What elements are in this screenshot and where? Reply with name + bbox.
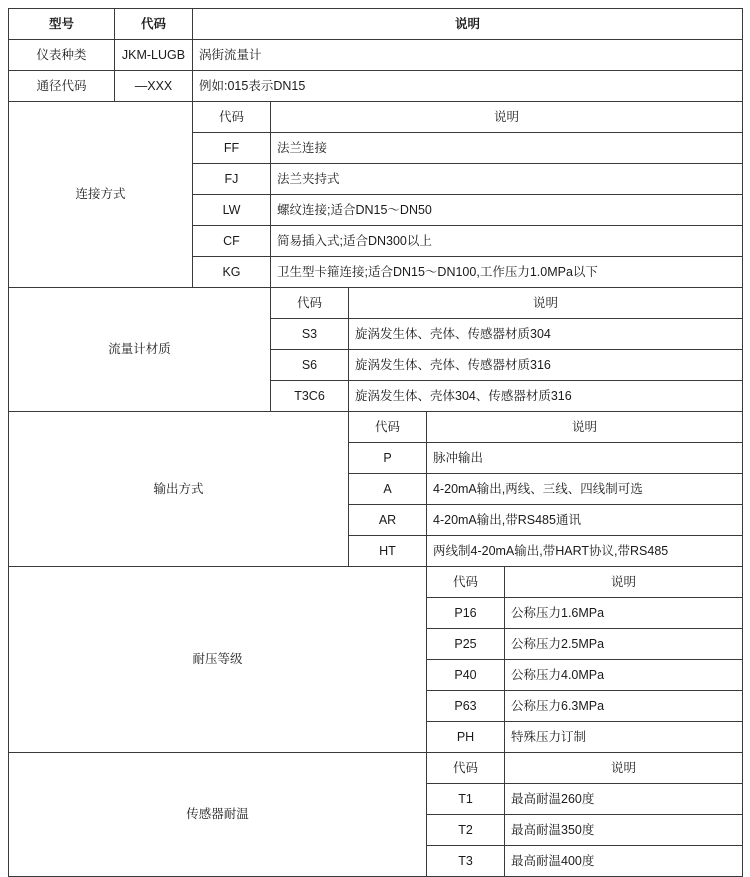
code-cell: T3C6 (271, 381, 349, 412)
section-pressure-header (9, 567, 743, 598)
table-header-row (9, 9, 743, 40)
subheader-code-output: 代码 (349, 412, 427, 443)
desc-cell: 公称压力1.6MPa (505, 598, 743, 629)
subheader-desc-temperature: 说明 (505, 753, 743, 784)
code-cell: FF (193, 133, 271, 164)
row-code-bore-code: —XXX (115, 71, 193, 102)
desc-cell: 卫生型卡箍连接;适合DN15～DN100,工作压力1.0MPa以下 (271, 257, 743, 288)
desc-cell: 最高耐温350度 (505, 815, 743, 846)
desc-cell: 法兰夹持式 (271, 164, 743, 195)
header-model: 型号 (9, 9, 115, 40)
section-label-material: 流量计材质 (9, 288, 271, 412)
section-label-output: 输出方式 (9, 412, 349, 567)
desc-cell: 公称压力4.0MPa (505, 660, 743, 691)
subheader-code-temperature: 代码 (427, 753, 505, 784)
subheader-desc-pressure: 说明 (505, 567, 743, 598)
desc-cell: 4-20mA输出,两线、三线、四线制可选 (427, 474, 743, 505)
desc-cell: 最高耐温400度 (505, 846, 743, 877)
desc-cell: 4-20mA输出,带RS485通讯 (427, 505, 743, 536)
desc-cell: 旋涡发生体、壳体、传感器材质316 (349, 350, 743, 381)
subheader-desc-output: 说明 (427, 412, 743, 443)
desc-cell: 简易插入式;适合DN300以上 (271, 226, 743, 257)
subheader-code-pressure: 代码 (427, 567, 505, 598)
code-cell: KG (193, 257, 271, 288)
table-row (9, 71, 743, 102)
subheader-desc-connection: 说明 (271, 102, 743, 133)
row-code-instrument-type: JKM-LUGB (115, 40, 193, 71)
row-label-bore-code: 通径代码 (9, 71, 115, 102)
subheader-desc-material: 说明 (349, 288, 743, 319)
row-desc-instrument-type: 涡街流量计 (193, 40, 743, 71)
code-cell: LW (193, 195, 271, 226)
section-label-pressure: 耐压等级 (9, 567, 427, 753)
desc-cell: 旋涡发生体、壳体、传感器材质304 (349, 319, 743, 350)
section-material-header (9, 288, 743, 319)
code-cell: P16 (427, 598, 505, 629)
section-temperature-header (9, 753, 743, 784)
desc-cell: 脉冲输出 (427, 443, 743, 474)
desc-cell: 两线制4-20mA输出,带HART协议,带RS485 (427, 536, 743, 567)
desc-cell: 最高耐温260度 (505, 784, 743, 815)
code-cell: HT (349, 536, 427, 567)
header-code: 代码 (115, 9, 193, 40)
code-cell: S6 (271, 350, 349, 381)
subheader-code-connection: 代码 (193, 102, 271, 133)
code-cell: P63 (427, 691, 505, 722)
desc-cell: 公称压力2.5MPa (505, 629, 743, 660)
code-cell: T2 (427, 815, 505, 846)
code-cell: AR (349, 505, 427, 536)
header-desc: 说明 (193, 9, 743, 40)
code-cell: CF (193, 226, 271, 257)
code-cell: S3 (271, 319, 349, 350)
code-cell: T1 (427, 784, 505, 815)
desc-cell: 旋涡发生体、壳体304、传感器材质316 (349, 381, 743, 412)
code-cell: A (349, 474, 427, 505)
desc-cell: 法兰连接 (271, 133, 743, 164)
table-row (9, 40, 743, 71)
desc-cell: 公称压力6.3MPa (505, 691, 743, 722)
code-cell: PH (427, 722, 505, 753)
code-cell: FJ (193, 164, 271, 195)
section-label-connection: 连接方式 (9, 102, 193, 288)
section-output-header (9, 412, 743, 443)
code-cell: P25 (427, 629, 505, 660)
code-cell: T3 (427, 846, 505, 877)
desc-cell: 特殊压力订制 (505, 722, 743, 753)
model-code-table (8, 8, 743, 877)
desc-cell: 螺纹连接;适合DN15～DN50 (271, 195, 743, 226)
code-cell: P (349, 443, 427, 474)
subheader-code-material: 代码 (271, 288, 349, 319)
code-cell: P40 (427, 660, 505, 691)
row-desc-bore-code: 例如:015表示DN15 (193, 71, 743, 102)
section-label-temperature: 传感器耐温 (9, 753, 427, 877)
row-label-instrument-type: 仪表种类 (9, 40, 115, 71)
section-connection-header (9, 102, 743, 133)
